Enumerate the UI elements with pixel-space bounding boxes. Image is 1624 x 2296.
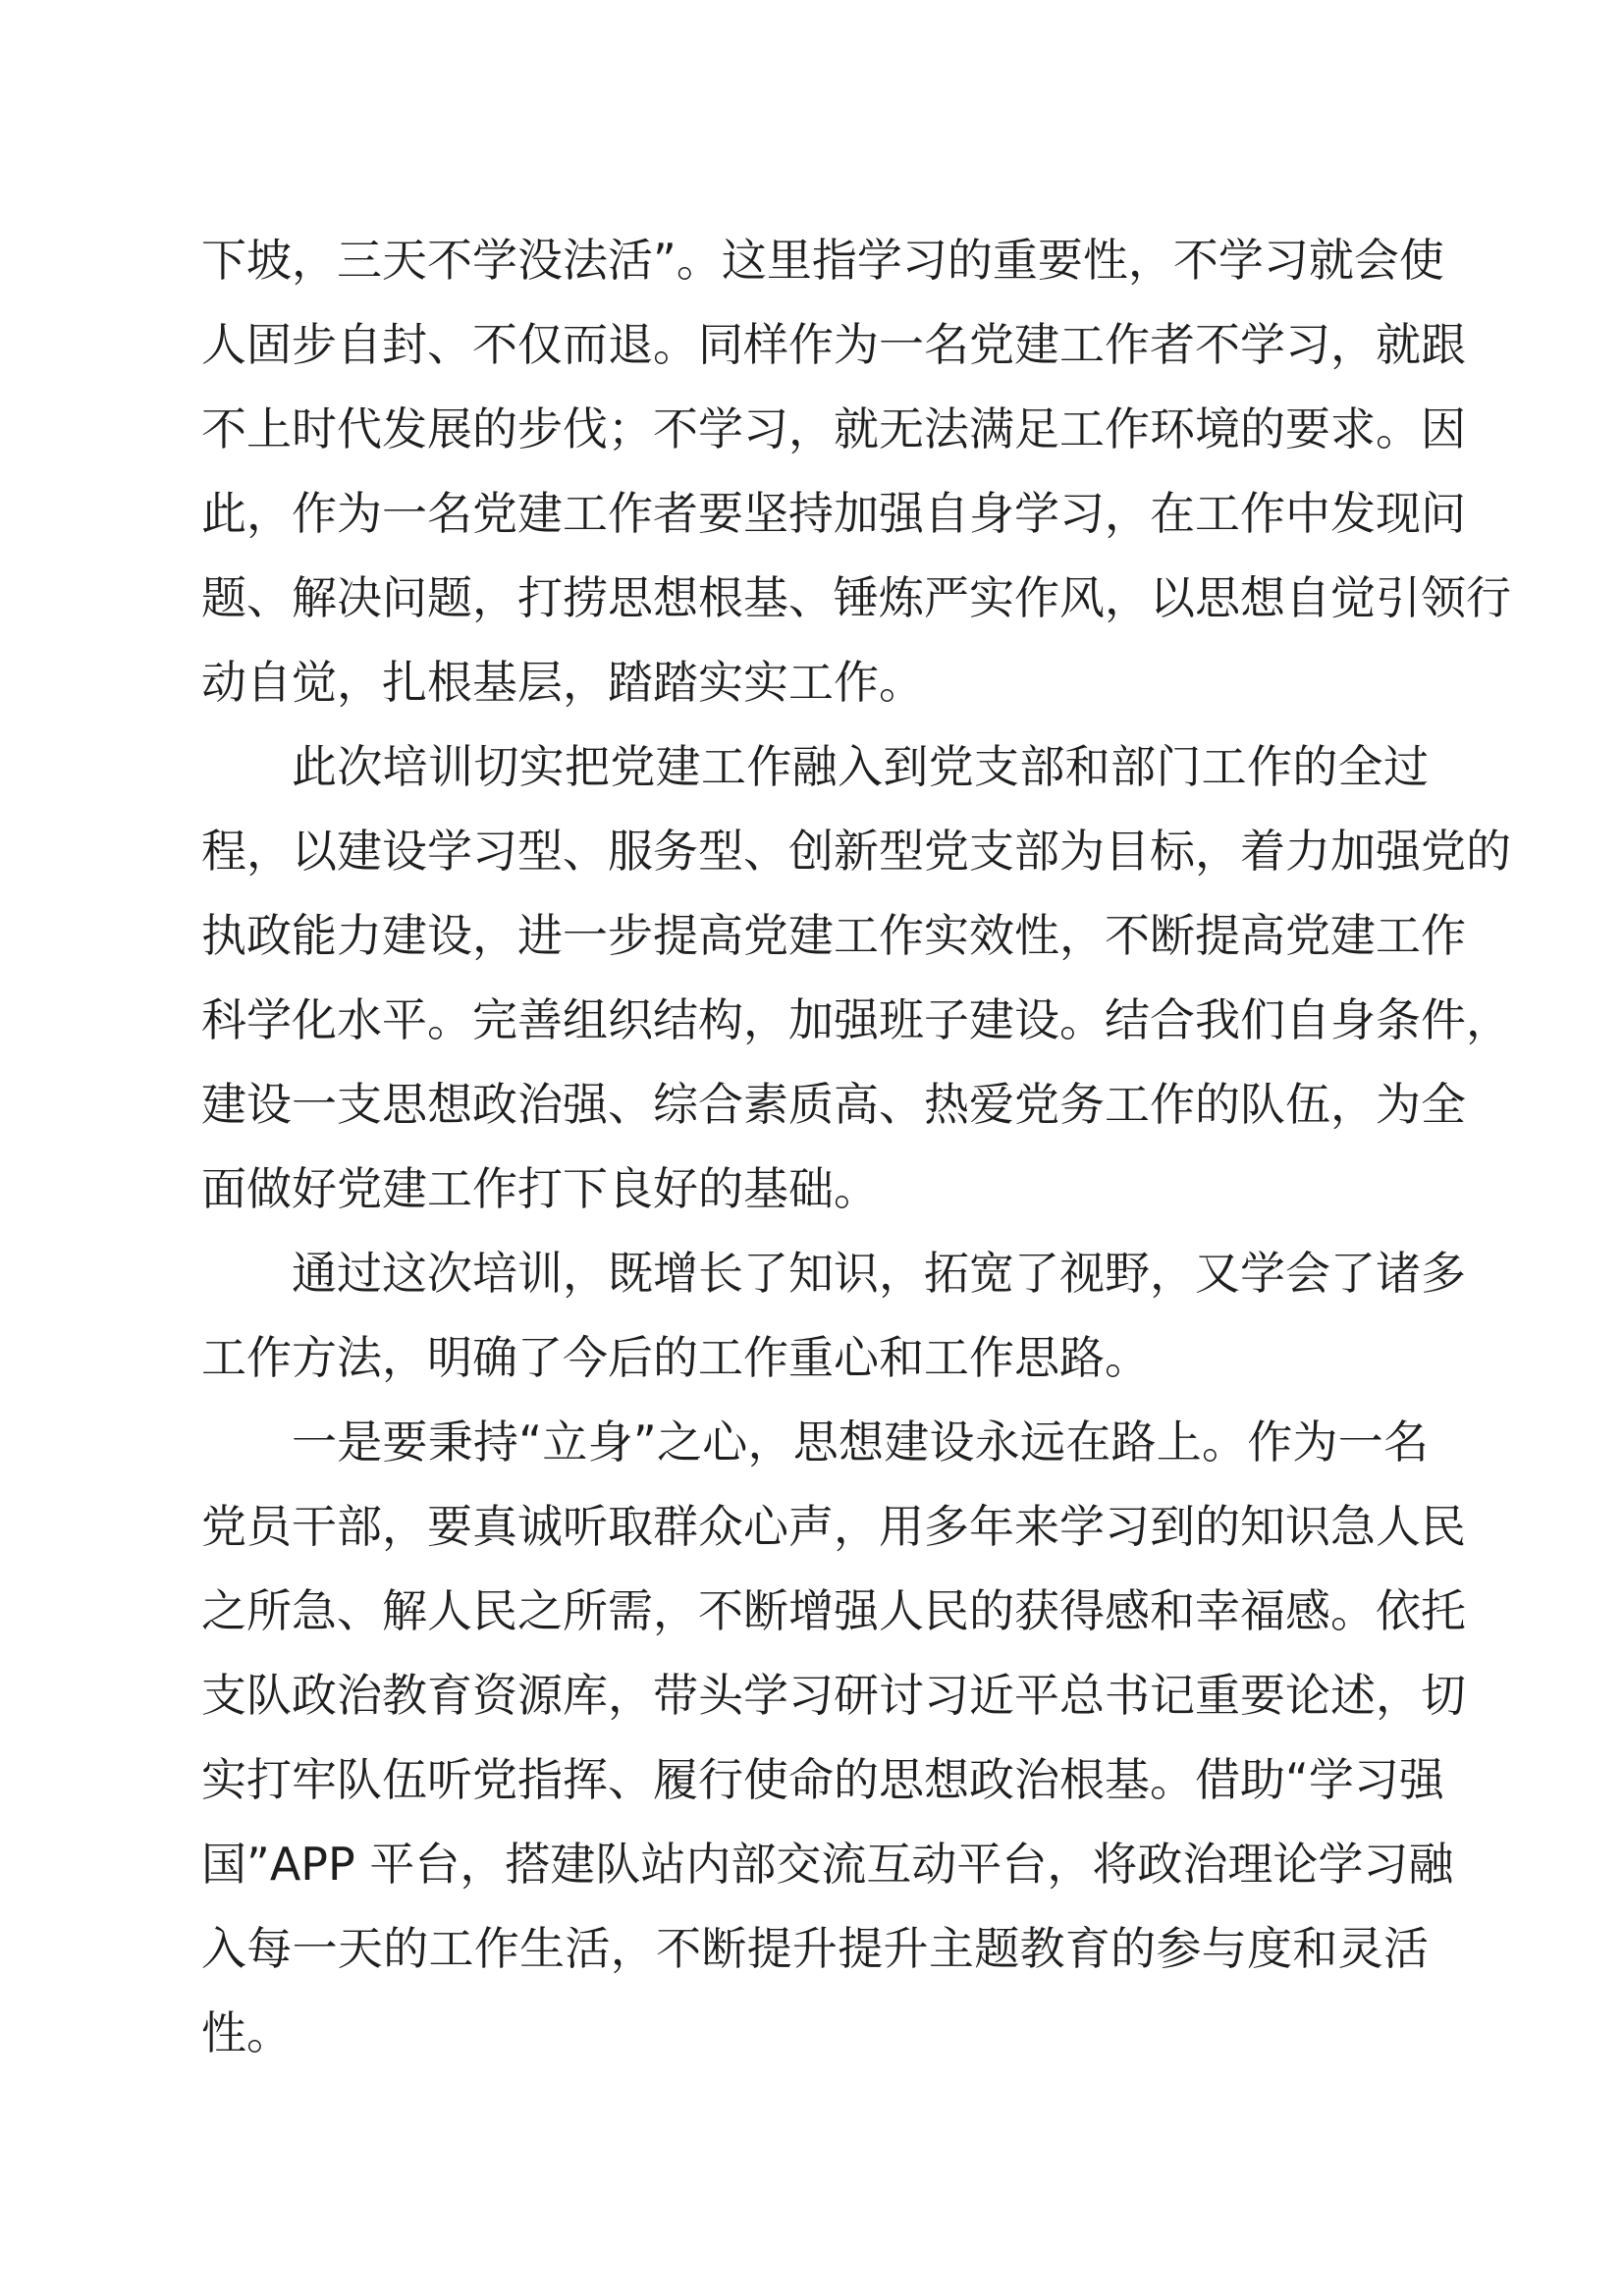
text-line: 支队政治教育资源库，带头学习研讨习近平总书记重要论述，切 (201, 1669, 1466, 1722)
text-line: 题、解决问题，打捞思想根基、锤炼严实作风，以思想自觉引领行 (201, 571, 1511, 624)
text-line: 实打牢队伍听党指挥、履行使命的思想政治根基。借助“学习强 (201, 1753, 1444, 1806)
text-line: 国”APP 平台，搭建队站内部交流互动平台，将政治理论学习融 (201, 1838, 1454, 1891)
text-line: 一是要秉持“立身”之心，思想建设永远在路上。作为一名 (292, 1415, 1429, 1468)
document-body (201, 218, 1511, 2075)
text-line: 通过这次培训，既增长了知识，拓宽了视野，又学会了诸多 (292, 1247, 1466, 1300)
paragraph-importance-of-learning (201, 218, 1511, 724)
text-line: 党员干部，要真诚听取群众心声，用多年来学习到的知识急人民 (201, 1500, 1466, 1553)
text-line: 入每一天的工作生活，不断提升提升主题教育的参与度和灵活 (201, 1922, 1429, 1975)
paragraph-training-goals (201, 724, 1511, 1231)
text-line: 面做好党建工作打下良好的基础。 (201, 1162, 879, 1215)
text-line: 下坡，三天不学没法活”。这里指学习的重要性，不学习就会使 (201, 234, 1444, 287)
paragraph-training-gains (201, 1231, 1466, 1400)
text-line: 不上时代发展的步伐；不学习，就无法满足工作环境的要求。因 (201, 402, 1466, 455)
text-line: 人固步自封、不仅而退。同样作为一名党建工作者不学习，就跟 (201, 318, 1466, 371)
text-line: 性。 (201, 2006, 292, 2059)
text-line: 程，以建设学习型、服务型、创新型党支部为目标，着力加强党的 (201, 825, 1511, 878)
text-line: 此，作为一名党建工作者要坚持加强自身学习，在工作中发现问 (201, 487, 1466, 540)
text-line: 建设一支思想政治强、综合素质高、热爱党务工作的队伍，为全 (201, 1078, 1466, 1131)
paragraph-point-one (201, 1400, 1466, 2075)
text-line: 此次培训切实把党建工作融入到党支部和部门工作的全过 (292, 740, 1429, 793)
text-line: 科学化水平。完善组织结构，加强班子建设。结合我们自身条件， (201, 993, 1511, 1046)
text-line: 之所急、解人民之所需，不断增强人民的获得感和幸福感。依托 (201, 1584, 1466, 1637)
text-line: 执政能力建设，进一步提高党建工作实效性，不断提高党建工作 (201, 909, 1466, 962)
text-line: 工作方法，明确了今后的工作重心和工作思路。 (201, 1331, 1150, 1384)
text-line: 动自觉，扎根基层，踏踏实实工作。 (201, 656, 924, 709)
